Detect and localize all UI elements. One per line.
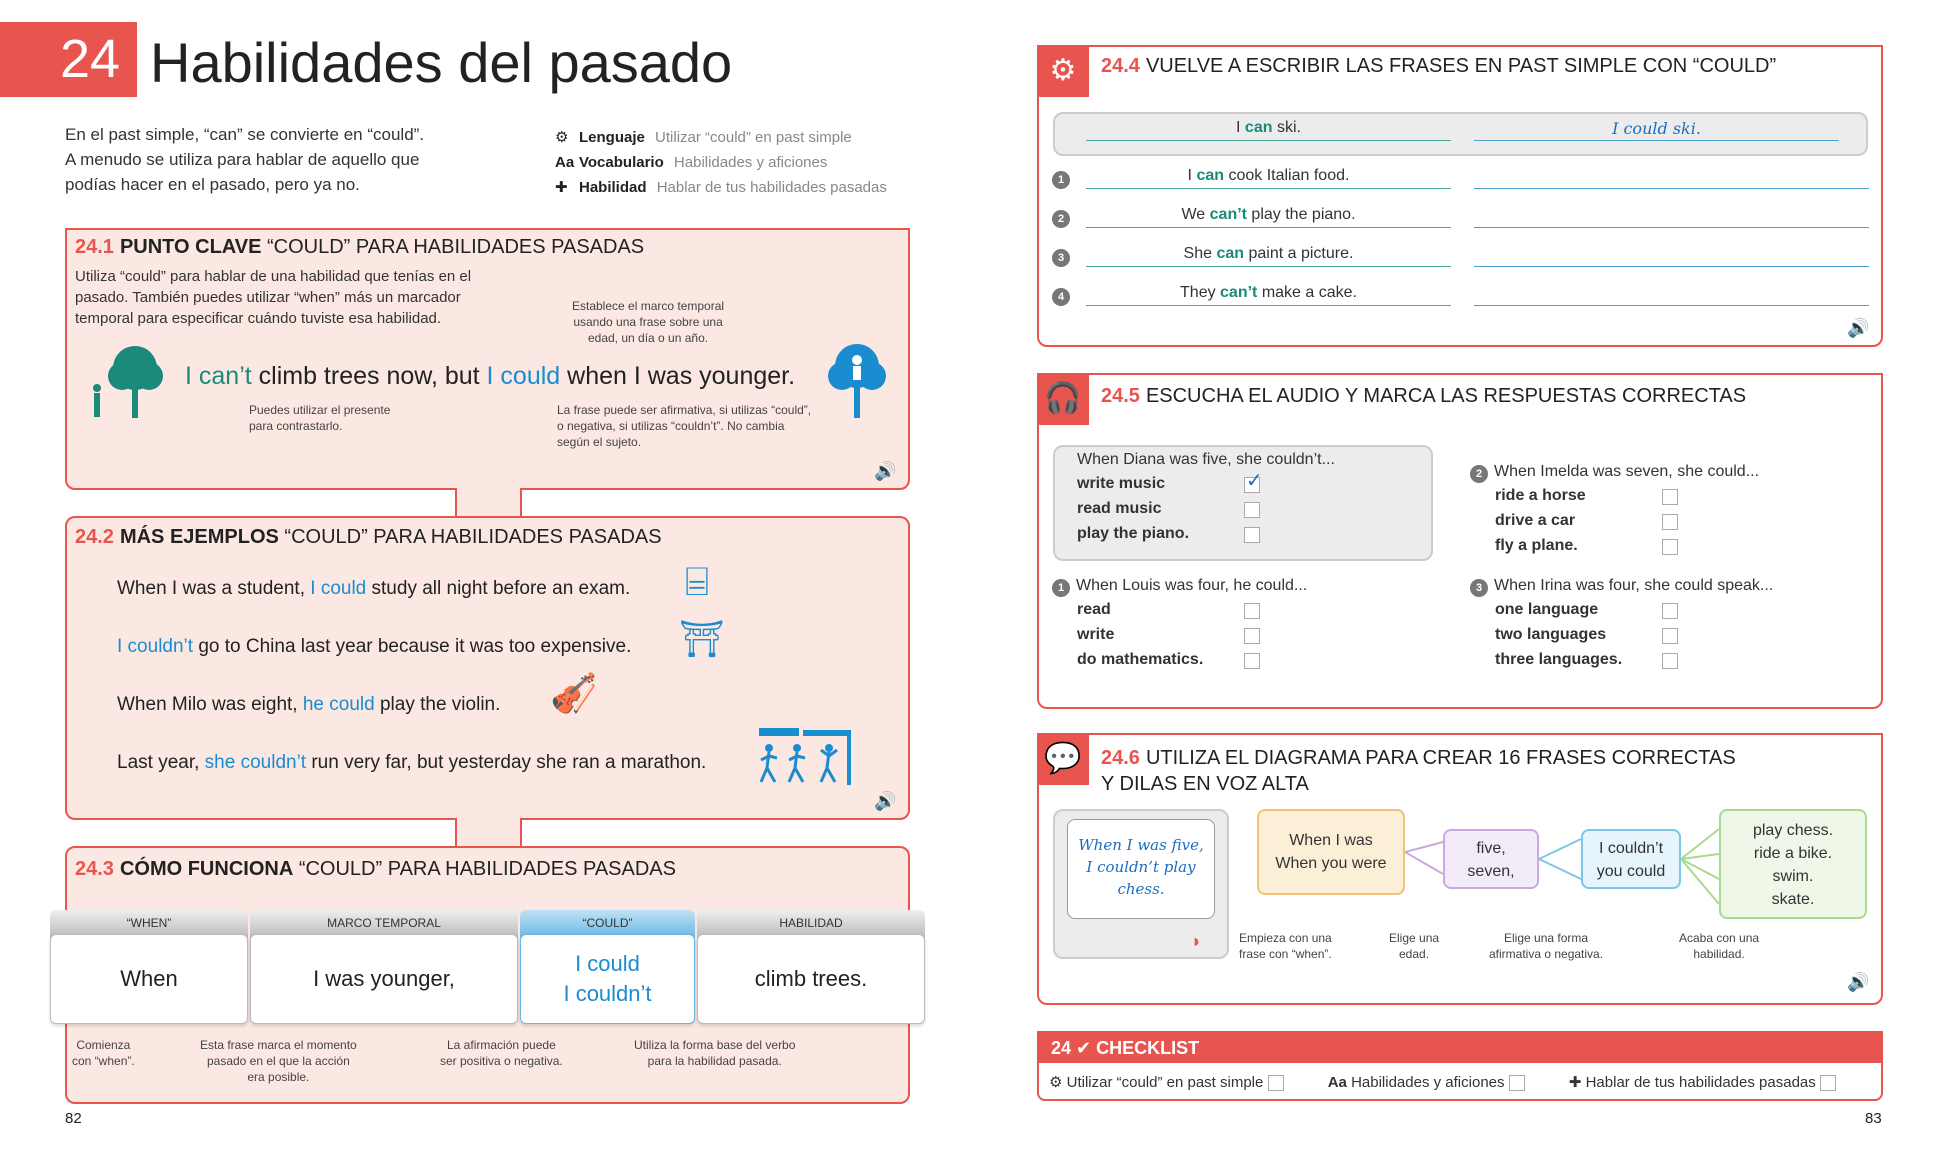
option: write — [1077, 626, 1115, 643]
question: When Imelda was seven, she could... — [1494, 463, 1760, 480]
key-sentence: I can’t climb trees now, but I could when I was younger. — [185, 362, 796, 390]
answer-input[interactable] — [1474, 284, 1869, 306]
note-present: Puedes utilizar el presente para contrastarlo. — [249, 403, 391, 433]
speaker-head-icon: ◗ — [1191, 931, 1202, 951]
question: When Irina was four, she could speak... — [1494, 577, 1774, 594]
section-title: 24.6 UTILIZA EL DIAGRAMA PARA CREAR 16 FRASES CORRECTAS Y DILAS EN VOZ ALTA — [1101, 747, 1736, 795]
checklist — [1037, 1031, 1883, 1101]
item-number: 1 — [1052, 171, 1070, 189]
question: When Diana was five, she couldn’t... — [1077, 451, 1335, 468]
section-24-1 — [65, 228, 910, 490]
tab-could: “COULD” — [520, 910, 695, 938]
topic-lenguaje: ⚙ Lenguaje Utilizar “could” en past simple — [555, 125, 887, 150]
marathon-runners-icon — [757, 724, 852, 789]
example-answer: I could ski. — [1474, 119, 1839, 141]
item-prompt: They can’t make a cake. — [1086, 284, 1451, 306]
note-form: Elige una forma afirmativa o negativa. — [1489, 931, 1604, 961]
tile-time-frame: I was younger, — [250, 934, 518, 1024]
checkbox[interactable] — [1244, 653, 1260, 669]
answer-input[interactable] — [1474, 167, 1869, 189]
option: play the piano. — [1077, 525, 1190, 542]
note-time-frame: Esta frase marca el momento pasado en el que la acción era posible. — [200, 1038, 357, 1084]
section-24-5 — [1037, 373, 1883, 709]
section-body: Utiliza “could” para hablar de una habilidad que tenías en el pasado. También puedes utilizar “when” más un marcador temporal para especificar cuándo tuviste esa habilidad. — [75, 268, 472, 327]
option: three languages. — [1495, 651, 1623, 668]
item-number: 4 — [1052, 288, 1070, 306]
item-number: 1 — [1052, 579, 1070, 597]
headphones-icon: 🎧 — [1037, 373, 1089, 425]
tile-skill: climb trees. — [697, 934, 925, 1024]
diagram-box-could: I couldn’t you could — [1581, 829, 1681, 889]
example-sentence-2: I couldn’t go to China last year because it was too expensive. — [117, 636, 632, 657]
checkbox[interactable] — [1662, 489, 1678, 505]
option: read music — [1077, 500, 1162, 517]
section-24-2 — [65, 516, 910, 820]
checklist-header: 24 ✔ CHECKLIST — [1039, 1033, 1881, 1063]
note-could: La afirmación puede ser positiva o negativa. — [440, 1038, 563, 1068]
checklist-checkbox[interactable] — [1268, 1075, 1284, 1091]
item-number: 2 — [1052, 210, 1070, 228]
tree-climber-illustration — [822, 338, 892, 423]
section-title: 24.3 CÓMO FUNCIONA “COULD” PARA HABILIDADES PASADAS — [75, 858, 676, 880]
example-sentence-1: When I was a student, I could study all night before an exam. — [117, 578, 631, 599]
page-title: Habilidades del pasado — [150, 31, 733, 94]
speech-bubble-icon: 💬 — [1037, 733, 1089, 785]
checkbox[interactable] — [1662, 628, 1678, 644]
unit-number: 24 — [60, 29, 121, 89]
item-number: 3 — [1470, 579, 1488, 597]
checklist-checkbox[interactable] — [1820, 1075, 1836, 1091]
option: read — [1077, 601, 1111, 618]
option: drive a car — [1495, 512, 1576, 529]
page-number-left: 82 — [65, 1110, 82, 1127]
unit-number-badge — [0, 22, 137, 97]
section-title: 24.2 MÁS EJEMPLOS “COULD” PARA HABILIDADES PASADAS — [75, 526, 662, 548]
diagram-connectors — [1405, 809, 1725, 919]
diagram-box-age: five, seven, — [1443, 829, 1539, 889]
audio-speaker-icon[interactable]: 🔊 — [874, 461, 897, 481]
checkbox[interactable] — [1244, 502, 1260, 518]
option: do mathematics. — [1077, 651, 1204, 668]
audio-speaker-icon[interactable]: 🔊 — [1847, 318, 1870, 338]
puzzle-icon: ✚ — [555, 179, 568, 196]
note-skill: Acaba con una habilidad. — [1679, 931, 1760, 961]
connector — [455, 488, 522, 518]
checkbox[interactable] — [1244, 470, 1263, 493]
checklist-checkbox[interactable] — [1509, 1075, 1525, 1091]
check-circle-icon: ✔ — [1076, 1038, 1092, 1058]
diagram-box-skill: play chess. ride a bike. swim. skate. — [1719, 809, 1867, 919]
section-24-4 — [1037, 45, 1883, 347]
question: When Louis was four, he could... — [1076, 577, 1308, 594]
note-skill: Utiliza la forma base del verbo para la habilidad pasada. — [634, 1038, 796, 1068]
checkbox[interactable] — [1662, 539, 1678, 555]
checkbox[interactable] — [1244, 628, 1260, 644]
option: ride a horse — [1495, 487, 1586, 504]
audio-speaker-icon[interactable]: 🔊 — [1847, 972, 1870, 992]
student-desk-icon: ⌸ — [685, 560, 709, 604]
diagram-box-when: When I was When you were — [1257, 809, 1405, 895]
example-sentence-3: When Milo was eight, he could play the violin. — [117, 694, 501, 715]
answer-input[interactable] — [1474, 206, 1869, 228]
topics-list — [555, 125, 887, 200]
option: one language — [1495, 601, 1599, 618]
option: fly a plane. — [1495, 537, 1578, 554]
page-number-right: 83 — [1865, 1110, 1882, 1127]
example-sentence-4: Last year, she couldn’t run very far, but yesterday she ran a marathon. — [117, 752, 707, 773]
tab-marco-temporal: MARCO TEMPORAL — [250, 910, 518, 938]
tree-person-illustration — [87, 338, 182, 423]
checkbox[interactable] — [1244, 527, 1260, 543]
section-title: 24.4 VUELVE A ESCRIBIR LAS FRASES EN PAST SIMPLE CON “COULD” — [1101, 55, 1777, 77]
option: two languages — [1495, 626, 1607, 643]
note-when: Comienza con “when”. — [72, 1038, 135, 1068]
section-title: 24.5 ESCUCHA EL AUDIO Y MARCA LAS RESPUESTAS CORRECTAS — [1101, 385, 1747, 407]
aa-icon: Aa — [1327, 1074, 1347, 1091]
intro-text: En el past simple, “can” se convierte en “could”. A menudo se utiliza para hablar de aquello que podías hacer en el pasado, pero ya no. — [65, 125, 425, 194]
note-start: Empieza con una frase con “when”. — [1239, 931, 1332, 961]
item-prompt: We can’t play the piano. — [1086, 206, 1451, 228]
note-timeframe: Establece el marco temporal usando una frase sobre una edad, un día o un año. — [572, 299, 725, 345]
topic-vocabulario: Aa Vocabulario Habilidades y aficiones — [555, 150, 887, 175]
topic-habilidad: ✚ Habilidad Hablar de tus habilidades pasadas — [555, 175, 887, 200]
aa-icon: Aa — [555, 154, 575, 171]
example-prompt: I can ski. — [1086, 119, 1451, 141]
checkbox[interactable] — [1662, 653, 1678, 669]
checkmark-icon: ✓ — [1246, 470, 1263, 492]
audio-speaker-icon[interactable]: 🔊 — [874, 791, 897, 811]
item-number: 3 — [1052, 249, 1070, 267]
item-prompt: I can cook Italian food. — [1086, 167, 1451, 189]
gears-icon: ⚙ — [1049, 1074, 1063, 1091]
speech-bubble: When I was five, I couldn’t play chess. — [1067, 819, 1215, 919]
puzzle-icon: ✚ — [1568, 1074, 1582, 1091]
violin-player-icon: 🎻 — [550, 673, 598, 715]
tile-could: I could I couldn’t — [520, 934, 695, 1024]
item-number: 2 — [1470, 465, 1488, 483]
item-prompt: She can paint a picture. — [1086, 245, 1451, 267]
china-pagoda-icon: ⛩ — [679, 618, 725, 659]
checkbox[interactable] — [1662, 514, 1678, 530]
checkbox[interactable] — [1244, 603, 1260, 619]
answer-input[interactable] — [1474, 245, 1869, 267]
option: write music — [1077, 475, 1166, 492]
note-age: Elige una edad. — [1389, 931, 1440, 961]
gears-icon: ⚙ — [1037, 45, 1089, 97]
section-24-6 — [1037, 733, 1883, 1005]
tab-when: “WHEN” — [50, 910, 248, 938]
tab-habilidad: HABILIDAD — [697, 910, 925, 938]
checkbox[interactable] — [1662, 603, 1678, 619]
note-affirmative: La frase puede ser afirmativa, si utilizas “could”, o negativa, si utilizas “couldn’t”. No cambia según el sujeto. — [557, 403, 812, 449]
connector — [455, 818, 522, 848]
section-title: 24.1 PUNTO CLAVE “COULD” PARA HABILIDADES PASADAS — [75, 236, 645, 258]
gears-icon: ⚙ — [555, 129, 569, 146]
checklist-items: ⚙ Utilizar “could” en past simple Aa Habilidades y aficiones ✚ Hablar de tus habilidades pasadas — [1049, 1073, 1869, 1091]
tile-when: When — [50, 934, 248, 1024]
